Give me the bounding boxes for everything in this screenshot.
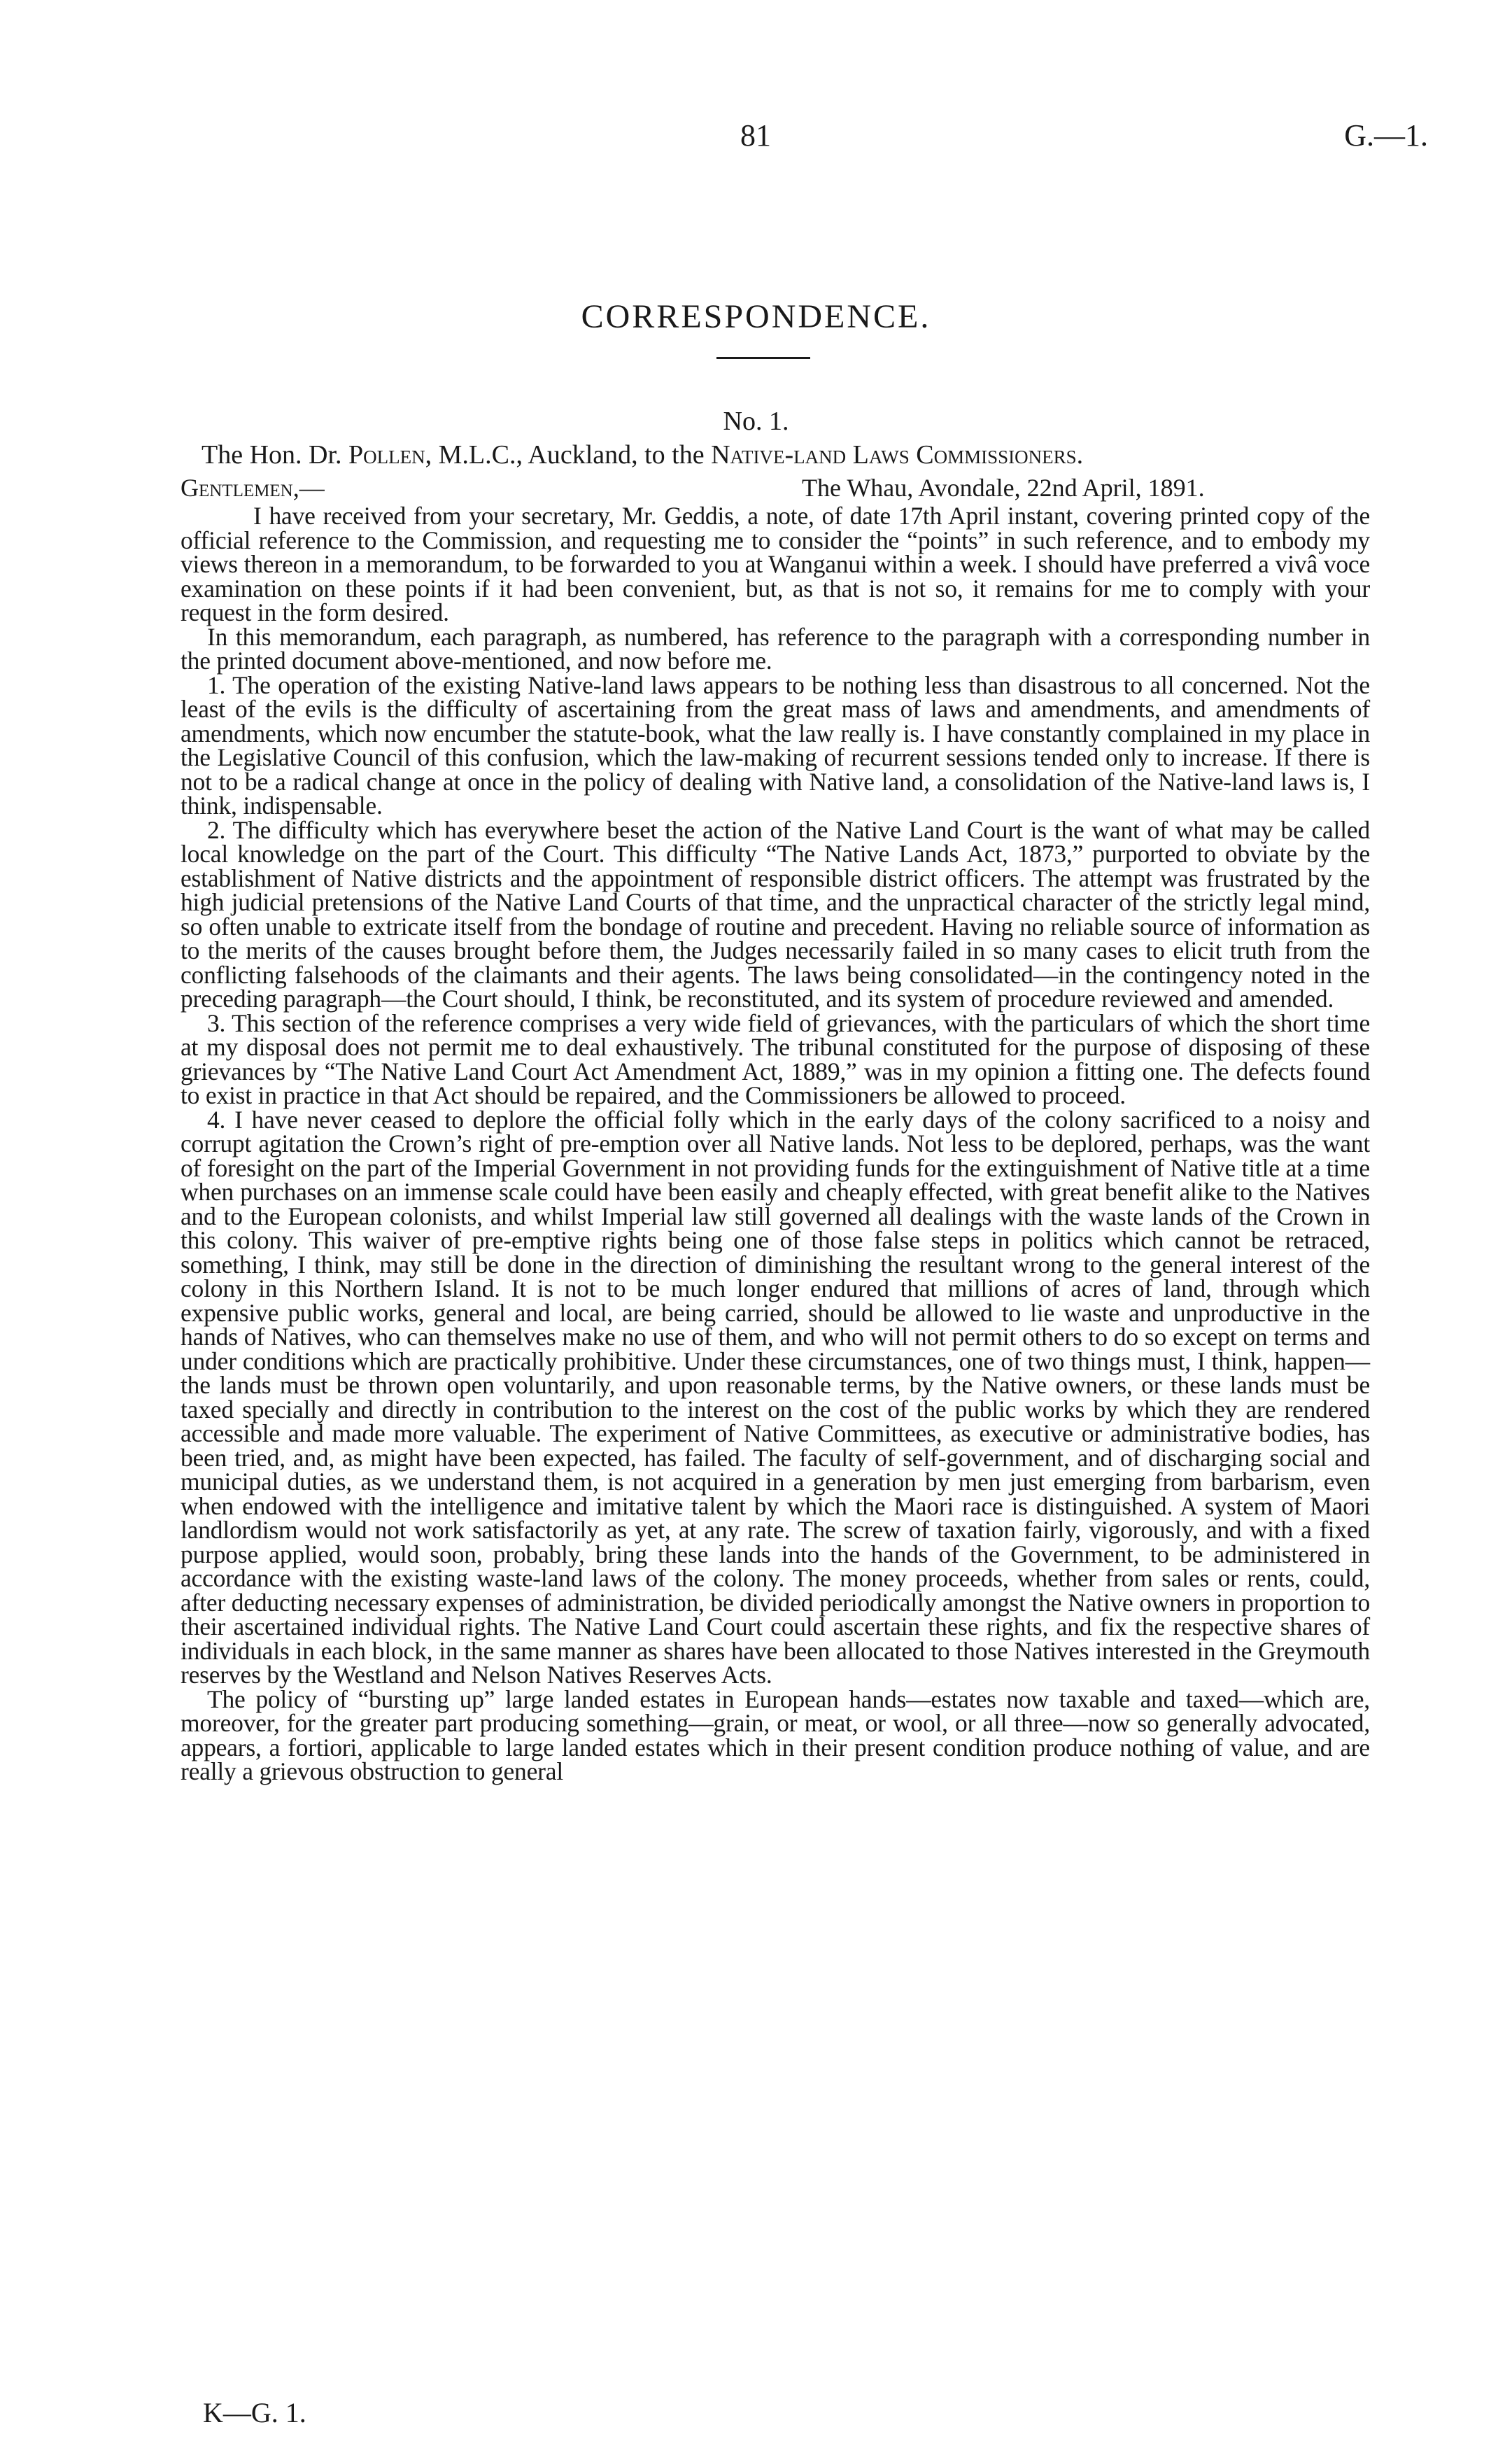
dateline: The Whau, Avondale, 22nd April, 1891.: [802, 474, 1205, 502]
letter-number: No. 1.: [723, 407, 789, 436]
letter-body: [181, 504, 1370, 1784]
title-rule: [716, 357, 810, 359]
paragraph-2: 2. The difficulty which has everywhere beset the action of the Native Land Court is the want of what may be called local knowledge on the part of the Court. This difficulty “The Native Lands Act, 1873,” purported to obviate by the establishment of Native districts and the appointment of responsible district officers. The attempt was frustrated by the high judicial pretensions of the Native Land Courts of that time, and the unpractical character of the strictly legal mind, so often unable to extricate itself from the bondage of routine and precedent. Having no reliable source of information as to the merits of the causes brought before them, the Judges necessarily failed in so many cases to elicit truth from the conflicting falsehoods of the claimants and their agents. The laws being consolidated—in the contingency noted in the preceding paragraph—the Court should, I think, be reconstituted, and its system of procedure reviewed and amended.: [181, 815, 1370, 1013]
letter-heading: [202, 439, 1083, 470]
section-title: CORRESPONDENCE.: [581, 298, 931, 335]
paragraph-4: 4. I have never ceased to deplore the official folly which in the early days of the colony sacrificed to a noisy and corrupt agitation the Crown’s right of pre-emption over all Native lands. Not less to be deplored, perhaps, was the want of foresight on the part of the Imperial Government in not providing funds for the extinguishment of Native title at a time when purchases on an immense scale could have been easily and cheaply effected, with great benefit alike to the Natives and to the European colonists, and whilst Imperial law still governed all dealings with the waste lands of the Crown in this colony. This waiver of pre-emptive rights being one of those false steps in politics which cannot be retraced, something, I think, may still be done in the direction of diminishing the resultant wrong to the general interest of the colony in this Northern Island. It is not to be much longer endured that millions of acres of land, through which expensive public works, general and local, are being carried, should be allowed to lie waste and unproductive in the hands of Natives, who can themselves make no use of them, and who will not permit others to do so except on terms and under conditions which are practically prohibitive. Under these circumstances, one of two things must, I think, happen—the lands must be thrown open voluntarily, and upon reasonable terms, by the Native owners, or these lands must be taxed specially and directly in contribution to the interest on the cost of the public works by which they are rendered accessible and made more valuable. The experiment of Native Committees, as executive or administrative bodies, has been tried, and, as might have been expected, has failed. The faculty of self-government, and of discharging social and municipal duties, as we understand them, is not acquired in a generation by men just emerging from barbarism, even when endowed with the intelligence and imitative talent by which the Maori race is distinguished. A system of Maori landlordism would not work satisfactorily as yet, at any rate. The screw of taxation fairly, vigorously, and with a fixed purpose applied, would soon, probably, bring these lands into the hands of the Government, to be administered in accordance with the existing waste-land laws of the colony. The money proceeds, whether from sales or rents, could, after deducting necessary expenses of administration, be divided periodically amongst the Native owners in proportion to their ascertained individual rights. The Native Land Court could ascertain these rights, and fix the respective shares of individuals in each block, in the same manner as shares have been allocated to those Natives interested in the Greymouth reserves by the Westland and Nelson Natives Reserves Acts.: [181, 1105, 1370, 1689]
sender-name: Pollen: [348, 440, 425, 470]
paragraph-memorandum-note: In this memorandum, each paragraph, as numbered, has reference to the paragraph with a corresponding number in the printed document above-mentioned, and now before me.: [181, 622, 1370, 675]
signature-mark: K—G. 1.: [203, 2397, 306, 2428]
page-header: [0, 118, 1512, 160]
recipient-name: Native-land Laws Commissioners: [711, 440, 1077, 470]
heading-prefix: The Hon. Dr.: [202, 440, 349, 470]
paragraph-intro: I have received from your secretary, Mr. Geddis, a note, of date 17th April instant, covering printed copy of the official reference to the Commission, and requesting me to consider the “points” in such reference, and to embody my views thereon in a memorandum, to be forwarded to you at Wanganui within a week. I should have preferred a vivâ voce examination on these points if it had been convenient, but, as that is not so, it remains for me to comply with your request in the form desired.: [181, 502, 1370, 626]
salutation: Gentlemen,—: [181, 474, 325, 502]
heading-suffix: .: [1076, 440, 1084, 470]
paragraph-3: 3. This section of the reference comprises a very wide field of grievances, with the particulars of which the short time at my disposal does not permit me to deal exhaustively. The tribunal constituted for the purpose of disposing of these grievances by “The Native Land Court Act Amendment Act, 1889,” was in my opinion a fitting one. The defects found to exist in practice in that Act should be repaired, and the Commissioners be allowed to proceed.: [181, 1008, 1370, 1109]
series-reference: G.—1.: [1344, 118, 1428, 153]
heading-middle: , M.L.C., Auckland, to the: [425, 440, 712, 470]
paragraph-policy: The policy of “bursting up” large landed estates in European hands—estates now taxable and taxed—which are, moreover, for the greater part producing something—grain, or meat, or wool, or all three—now so generally advocated, appears, a fortiori, applicable to large landed estates which in their present condition produce nothing of value, and are really a grievous obstruction to general: [181, 1684, 1370, 1785]
page-number: 81: [740, 118, 771, 153]
paragraph-1: 1. The operation of the existing Native-land laws appears to be nothing less than disastrous to all concerned. Not the least of the evils is the difficulty of ascertaining from the great mass of laws and amendments, and amendments of amendments, which now encumber the statute-book, what the law really is. I have constantly complained in my place in the Legislative Council of this confusion, which the law-making of recurrent sessions tended only to increase. If there is not to be a radical change at once in the policy of dealing with Native land, a consolidation of the Native-land laws is, I think, indispensable.: [181, 670, 1370, 819]
